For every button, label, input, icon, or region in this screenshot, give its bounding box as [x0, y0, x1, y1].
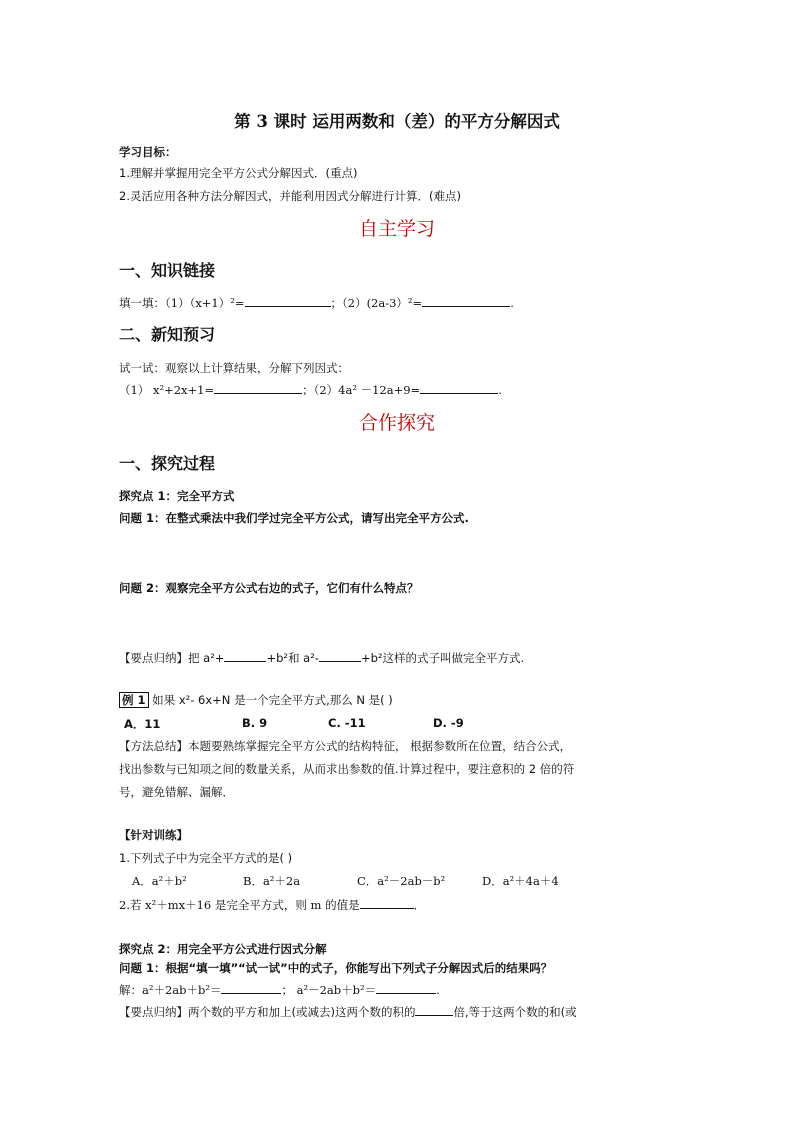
training-option-c: C．a²－2ab－b² [357, 874, 446, 888]
try-line [119, 381, 502, 398]
point2-summary [119, 1003, 577, 1020]
answer-blank-3[interactable] [214, 381, 302, 394]
heading-new-preview: 二、新知预习 [119, 325, 216, 344]
objective-1: 1.理解并掌握用完全平方公式分解因式．(重点) [119, 166, 358, 180]
example-option-d: D. -9 [433, 716, 464, 730]
training-question-1: 1.下列式子中为完全平方式的是( ) [119, 851, 293, 865]
try-intro: 试一试：观察以上计算结果，分解下列因式： [119, 361, 349, 375]
example-option-b: B. 9 [242, 716, 268, 730]
method-summary-1: 【方法总结】本题要熟练掌握完全平方公式的结构特征， 根据参数所在位置，结合公式， [119, 739, 572, 753]
objective-2: 2.灵活应用各种方法分解因式，并能利用因式分解进行计算．(难点) [119, 189, 461, 203]
example-1 [119, 692, 393, 708]
fill-end: . [510, 296, 514, 310]
key-summary-1 [119, 649, 524, 666]
point2-summary-a: 【要点归纳】两个数的平方和加上(或减去)这两个数的积的 [119, 1005, 416, 1019]
solution-end: . [436, 983, 440, 997]
section-self-study: 自主学习 [358, 218, 435, 240]
answer-blank-5[interactable] [224, 649, 266, 662]
training-heading: 【针对训练】 [119, 828, 188, 842]
training-question-2 [119, 896, 425, 913]
training-option-d: D．a²＋4a＋4 [482, 874, 559, 888]
example-question: 如果 x²- 6x+N 是一个完全平方式,那么 N 是( ) [152, 693, 393, 707]
answer-blank-7[interactable] [360, 896, 414, 909]
answer-blank-8[interactable] [221, 981, 281, 994]
explore-point-2: 探究点 2：用完全平方公式进行因式分解 [119, 942, 327, 956]
example-option-c: C. -11 [328, 716, 366, 730]
try-prompt-1: （1） x²+2x+1= [119, 383, 215, 397]
heading-explore-process: 一、探究过程 [119, 454, 216, 473]
summary-part-b: +b²和 a²- [266, 651, 319, 665]
training-q2-end: ． [413, 898, 426, 912]
example-tag: 例 1 [119, 692, 149, 708]
answer-blank-1[interactable] [245, 294, 331, 307]
explore-question-1: 问题 1：在整式乘法中我们学过完全平方公式，请写出完全平方公式. [119, 511, 469, 525]
answer-blank-9[interactable] [376, 981, 436, 994]
page-title: 第 3 课时 运用两数和（差）的平方分解因式 [234, 112, 560, 131]
heading-knowledge-link: 一、知识链接 [119, 261, 216, 280]
fill-prompt-1: 填一填：（1）（x+1）²= [119, 296, 245, 310]
method-summary-3: 号，避免错解、漏解． [119, 785, 234, 799]
point2-solution [119, 981, 440, 998]
answer-blank-4[interactable] [420, 381, 498, 394]
answer-blank-10[interactable] [415, 1003, 453, 1016]
summary-part-c: +b²这样的式子叫做完全平方式. [360, 651, 525, 665]
try-end: . [498, 383, 502, 397]
example-option-a: A．11 [124, 717, 161, 731]
point2-summary-b: 倍,等于这两个数的和(或 [453, 1005, 577, 1019]
solution-part-b: ； a²－2ab＋b²＝ [281, 983, 377, 997]
point2-question-1: 问题 1：根据“填一填”“试一试”中的式子，你能写出下列式子分解因式后的结果吗？ [119, 961, 553, 975]
explore-question-2: 问题 2：观察完全平方公式右边的式子，它们有什么特点？ [119, 581, 419, 595]
fill-prompt-2: ；（2）(2a-3）²= [330, 296, 423, 310]
summary-part-a: 【要点归纳】把 a²+ [119, 651, 225, 665]
solution-part-a: 解：a²＋2ab＋b²＝ [119, 983, 222, 997]
section-cooperative: 合作探究 [358, 412, 435, 434]
objectives-label: 学习目标： [119, 145, 177, 159]
answer-blank-6[interactable] [319, 649, 361, 662]
method-summary-2: 找出参数与已知项之间的数量关系，从而求出参数的值.计算过程中，要注意积的 2 倍的符 [119, 762, 575, 776]
explore-point-1: 探究点 1：完全平方式 [119, 489, 235, 503]
answer-blank-2[interactable] [422, 294, 510, 307]
training-option-a: A．a²＋b² [132, 874, 187, 888]
fill-in-line [119, 294, 514, 311]
try-prompt-2: ；（2）4a² －12a+9= [302, 383, 421, 397]
training-q2-text: 2.若 x²＋mx＋16 是完全平方式，则 m 的值是 [119, 898, 360, 912]
training-option-b: B．a²＋2a [243, 874, 301, 888]
